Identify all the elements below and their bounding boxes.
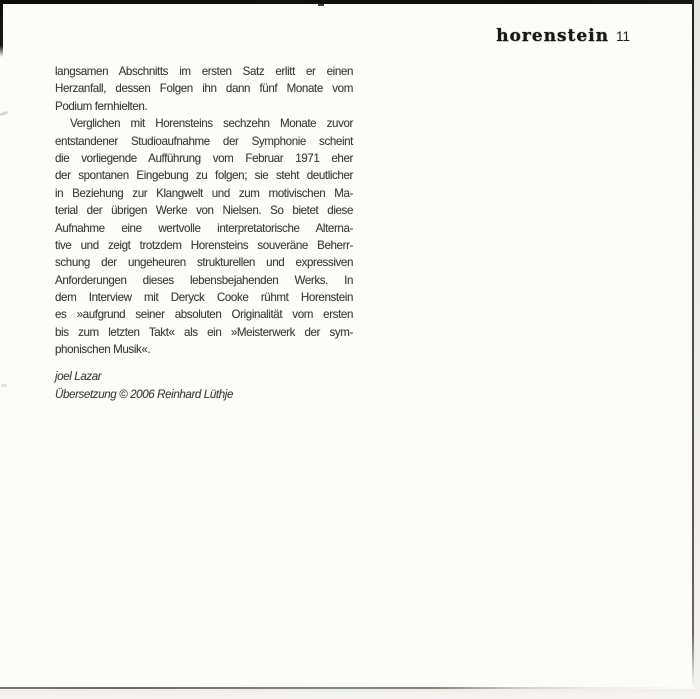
- author-name: joel Lazar: [55, 369, 102, 383]
- page-number: 11: [615, 29, 630, 44]
- scan-edge-left: [0, 0, 3, 57]
- scan-smudge: [1, 384, 7, 387]
- text-line: Verglichen mit Horensteins sechzehn Monate zuvor: [70, 117, 353, 131]
- text-line: langsamen Abschnitts im ersten Satz erlitt er einen: [55, 65, 353, 78]
- paragraph-continuation: [55, 63, 353, 115]
- text-line: Aufnahme eine wertvolle interpretatorische Alterna-: [55, 221, 353, 235]
- text-line: schung der ungeheuren strukturellen und expressiven: [55, 256, 353, 270]
- page-header: [496, 26, 630, 46]
- text-line: Podium fernhielten.: [55, 99, 148, 113]
- text-line: Anforderungen dieses lebensbejahenden Werks. In: [55, 273, 353, 287]
- text-line: es »aufgrund seiner absoluten Originalität vom ersten: [55, 308, 353, 322]
- signature-block: [55, 368, 353, 405]
- text-line: dem Interview mit Deryck Cooke rühmt Horenstein: [55, 291, 353, 305]
- text-line: Herzanfall, dessen Folgen ihn dann fünf Monate vom: [55, 82, 353, 96]
- paragraph-main: [55, 115, 353, 358]
- text-line: phonischen Musik«.: [55, 343, 151, 357]
- text-line: terial der übrigen Werke von Nielsen. So bietet diese: [55, 204, 353, 218]
- text-line: der spontanen Eingebung zu folgen; sie steht deutlicher: [55, 169, 353, 183]
- text-line: bis zum letzten Takt« als ein »Meisterwerk der sym-: [55, 325, 353, 339]
- scan-edge-top: [0, 0, 700, 4]
- series-logo: horenstein: [496, 26, 609, 46]
- text-line: entstandener Studioaufnahme der Symphonie scheint: [55, 134, 353, 148]
- text-line: in Beziehung zur Klangwelt und zum motivischen Ma-: [55, 186, 353, 200]
- scan-foot-strip: [0, 689, 700, 699]
- scan-gutter-right: [694, 0, 700, 699]
- scan-speck: [318, 4, 324, 6]
- text-line: tive und zeigt trotzdem Horensteins souveräne Beherr-: [55, 238, 353, 252]
- translation-credit: Übersetzung © 2006 Reinhard Lüthje: [55, 388, 233, 402]
- scan-smudge: [0, 111, 8, 117]
- text-line: die vorliegende Aufführung vom Februar 1971 eher: [55, 151, 353, 165]
- liner-notes-text: [55, 63, 353, 404]
